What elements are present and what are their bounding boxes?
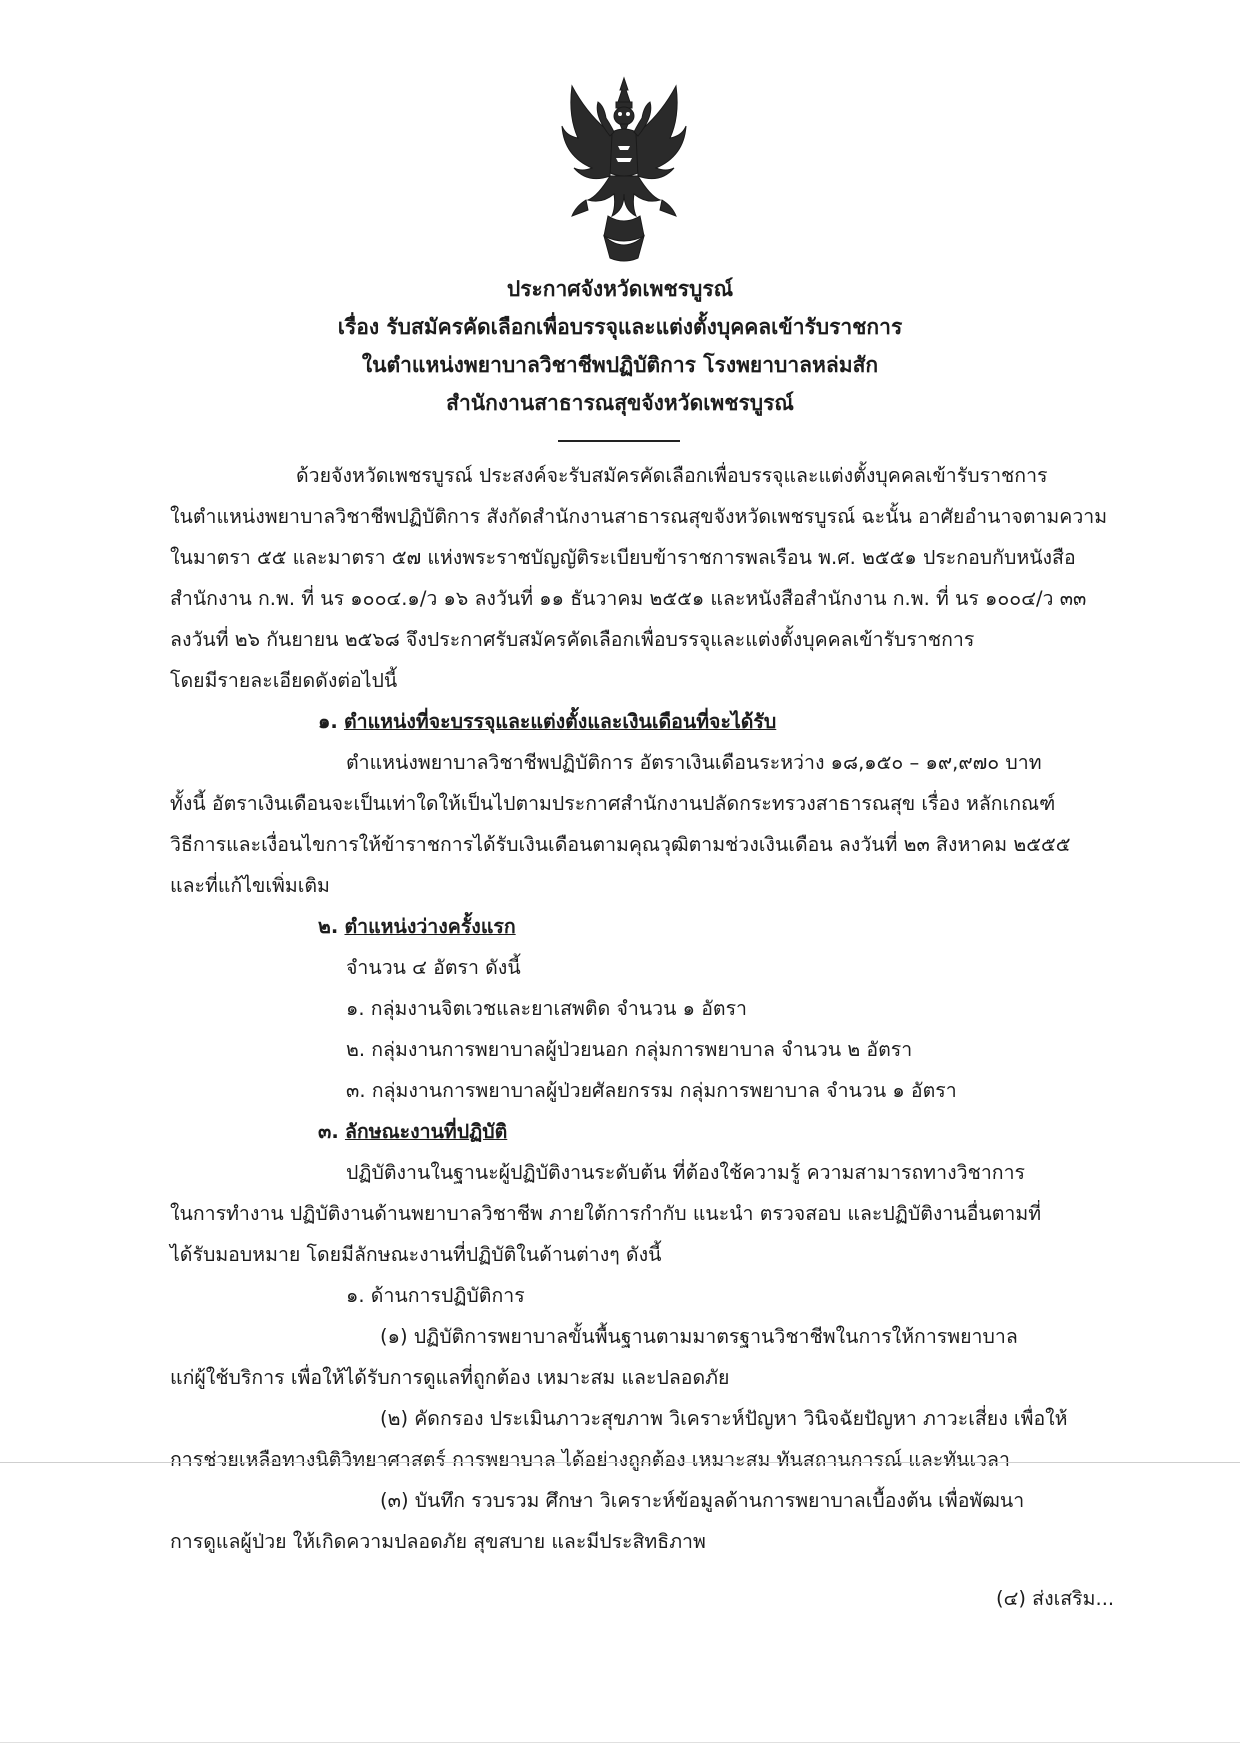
section-title: ตำแหน่งที่จะบรรจุและแต่งตั้งและเงินเดือนที่จะได้รับ bbox=[344, 710, 777, 733]
section-1-line: และที่แก้ไขเพิ่มเติม bbox=[170, 874, 330, 897]
intro-line: สำนักงาน ก.พ. ที่ นร ๑๐๐๔.๑/ว ๑๖ ลงวันที่ ๑๑ ธันวาคม ๒๕๕๑ และหนังสือสำนักงาน ก.พ. ที่ นร ๑๐๐๔/ว ๓๓ bbox=[170, 587, 1087, 610]
duty-line: การดูแลผู้ป่วย ให้เกิดความปลอดภัย สุขสบาย และมีประสิทธิภาพ bbox=[170, 1530, 706, 1553]
vacancy-count: จำนวน ๔ อัตรา ดังนี้ bbox=[346, 956, 521, 979]
announcement-position: ในตำแหน่งพยาบาลวิชาชีพปฏิบัติการ โรงพยาบาลหล่มสัก bbox=[361, 353, 879, 377]
section-title: ลักษณะงานที่ปฏิบัติ bbox=[344, 1120, 508, 1143]
intro-line: ลงวันที่ ๒๖ กันยายน ๒๕๖๘ จึงประกาศรับสมัครคัดเลือกเพื่อบรรจุและแต่งตั้งบุคคลเข้ารับราชการ bbox=[170, 628, 975, 651]
scan-bottom-edge bbox=[0, 1742, 1240, 1743]
intro-line: ในตำแหน่งพยาบาลวิชาชีพปฏิบัติการ สังกัดสำนักงานสาธารณสุขจังหวัดเพชรบูรณ์ ฉะนั้น อาศัยอำนาจตามความ bbox=[170, 505, 1108, 528]
section-1-line: ตำแหน่งพยาบาลวิชาชีพปฏิบัติการ อัตราเงินเดือนระหว่าง ๑๘,๑๕๐ – ๑๙,๙๗๐ บาท bbox=[346, 751, 1042, 774]
duty-line: การช่วยเหลือทางนิติวิทยาศาสตร์ การพยาบาล ได้อย่างถูกต้อง เหมาะสม ทันสถานการณ์ และทันเวลา bbox=[170, 1448, 1010, 1471]
title-divider bbox=[558, 440, 680, 442]
sub-heading: ๑. ด้านการปฏิบัติการ bbox=[346, 1284, 525, 1307]
vacancy-item: ๒. กลุ่มงานการพยาบาลผู้ป่วยนอก กลุ่มการพยาบาล จำนวน ๒ อัตรา bbox=[346, 1038, 913, 1061]
section-number: ๒. bbox=[318, 915, 339, 938]
section-2-heading bbox=[318, 913, 516, 941]
intro-line: โดยมีรายละเอียดดังต่อไปนี้ bbox=[170, 669, 398, 692]
section-3-line: ปฏิบัติงานในฐานะผู้ปฏิบัติงานระดับต้น ที่ต้องใช้ความรู้ ความสามารถทางวิชาการ bbox=[346, 1161, 1025, 1184]
announcement-subject: เรื่อง รับสมัครคัดเลือกเพื่อบรรจุและแต่งตั้งบุคคลเข้ารับราชการ bbox=[337, 315, 903, 339]
intro-line: ในมาตรา ๕๕ และมาตรา ๕๗ แห่งพระราชบัญญัติระเบียบข้าราชการพลเรือน พ.ศ. ๒๕๕๑ ประกอบกับหนังสือ bbox=[170, 546, 1076, 569]
continued-text: (๔) ส่งเสริม... bbox=[996, 1587, 1115, 1610]
intro-line: ด้วยจังหวัดเพชรบูรณ์ ประสงค์จะรับสมัครคัดเลือกเพื่อบรรจุและแต่งตั้งบุคคลเข้ารับราชการ bbox=[296, 464, 1048, 487]
section-3-line: ในการทำงาน ปฏิบัติงานด้านพยาบาลวิชาชีพ ภายใต้การกำกับ แนะนำ ตรวจสอบ และปฏิบัติงานอื่นตามที่ bbox=[170, 1202, 1042, 1225]
duty-line: (๑) ปฏิบัติการพยาบาลขั้นพื้นฐานตามมาตรฐานวิชาชีพในการให้การพยาบาล bbox=[380, 1325, 1018, 1348]
vacancy-item: ๑. กลุ่มงานจิตเวชและยาเสพติด จำนวน ๑ อัตรา bbox=[346, 997, 747, 1020]
section-title: ตำแหน่งว่างครั้งแรก bbox=[344, 915, 516, 938]
duty-line: (๓) บันทึก รวบรวม ศึกษา วิเคราะห์ข้อมูลด้านการพยาบาลเบื้องต้น เพื่อพัฒนา bbox=[380, 1489, 1025, 1512]
section-1-heading bbox=[318, 708, 776, 736]
section-1-line: วิธีการและเงื่อนไขการให้ข้าราชการได้รับเงินเดือนตามคุณวุฒิตามช่วงเงินเดือน ลงวันที่ ๒๓ สิงหาคม ๒๕๕๕ bbox=[170, 833, 1071, 856]
duty-line: แก่ผู้ใช้บริการ เพื่อให้ได้รับการดูแลที่ถูกต้อง เหมาะสม และปลอดภัย bbox=[170, 1366, 730, 1389]
announcement-title: ประกาศจังหวัดเพชรบูรณ์ bbox=[506, 277, 734, 301]
section-3-line: ได้รับมอบหมาย โดยมีลักษณะงานที่ปฏิบัติในด้านต่างๆ ดังนี้ bbox=[170, 1243, 662, 1266]
garuda-emblem-icon bbox=[558, 76, 690, 266]
section-number: ๑. bbox=[318, 710, 338, 733]
duty-line: (๒) คัดกรอง ประเมินภาวะสุขภาพ วิเคราะห์ปัญหา วินิจฉัยปัญหา ภาวะเสี่ยง เพื่อให้ bbox=[380, 1407, 1068, 1430]
section-1-line: ทั้งนี้ อัตราเงินเดือนจะเป็นเท่าใดให้เป็นไปตามประกาศสำนักงานปลัดกระทรวงสาธารณสุข เรื่อง หลักเกณฑ์ bbox=[170, 792, 1056, 815]
section-3-heading bbox=[318, 1118, 507, 1146]
announcement-agency: สำนักงานสาธารณสุขจังหวัดเพชรบูรณ์ bbox=[446, 391, 794, 415]
scan-edge-line bbox=[0, 1462, 1240, 1463]
section-number: ๓. bbox=[318, 1120, 339, 1143]
vacancy-item: ๓. กลุ่มงานการพยาบาลผู้ป่วยศัลยกรรม กลุ่มการพยาบาล จำนวน ๑ อัตรา bbox=[346, 1079, 957, 1102]
